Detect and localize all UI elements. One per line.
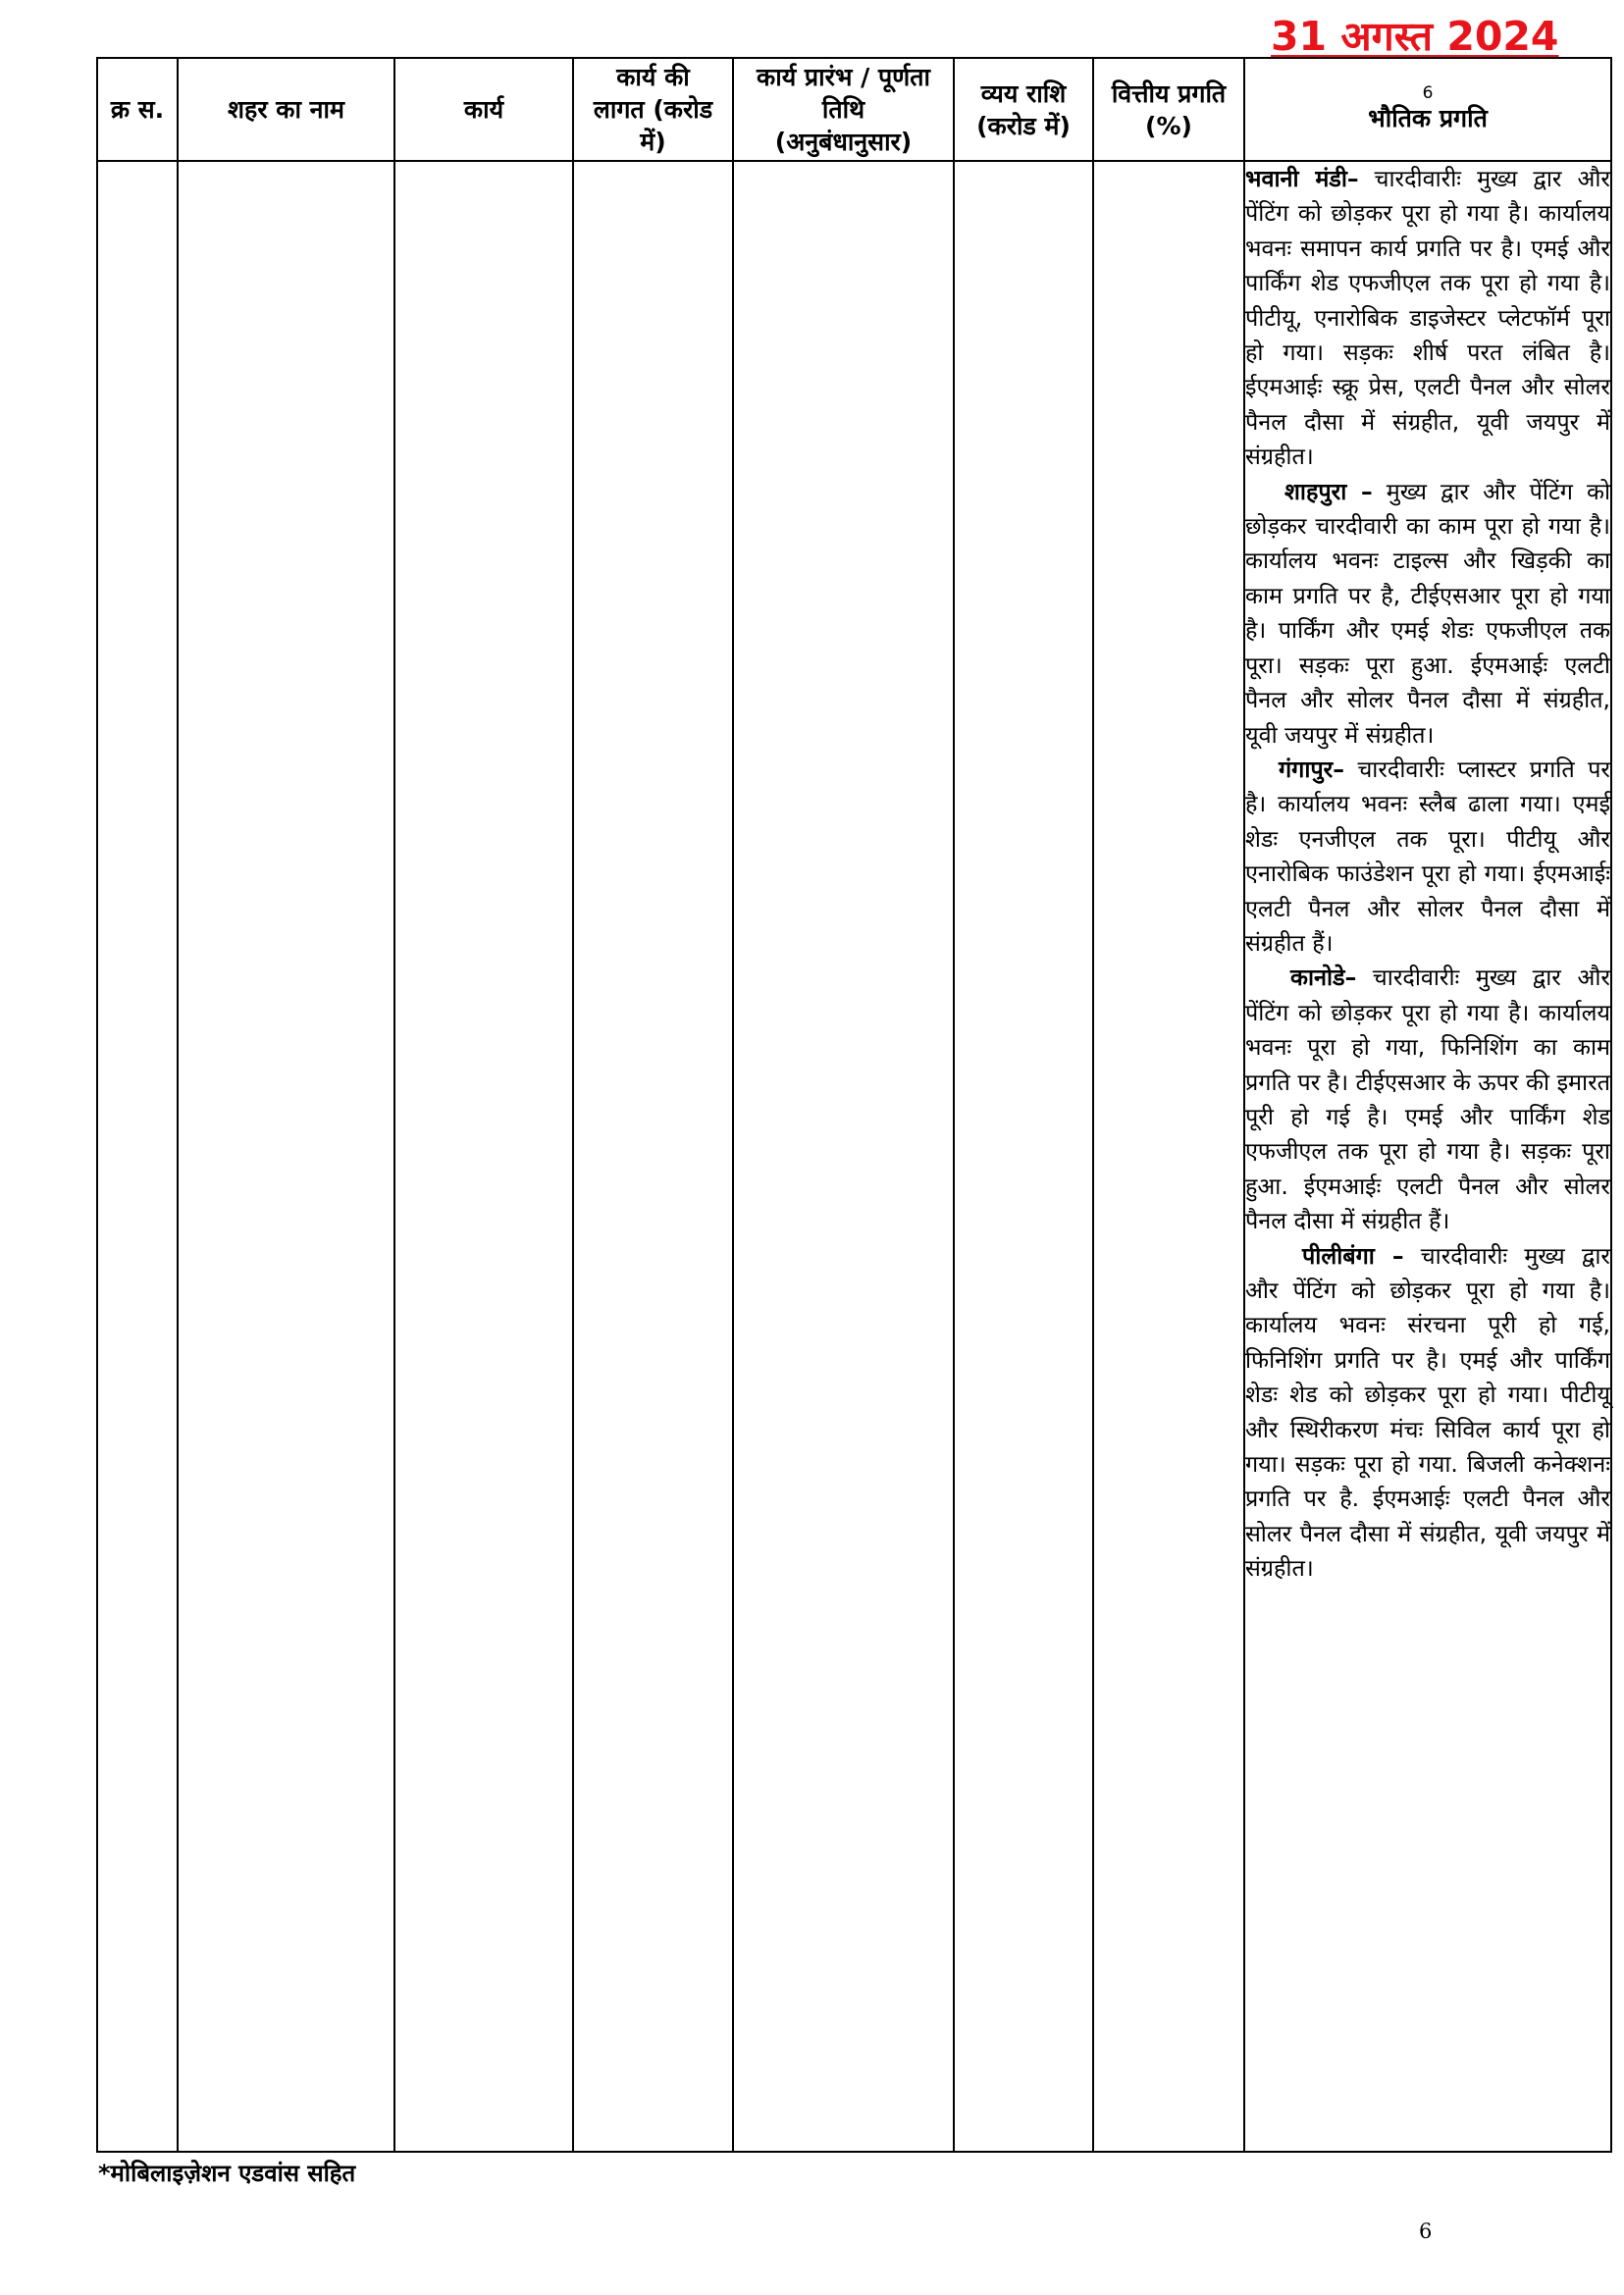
column-number-marker: 6 <box>1422 82 1434 103</box>
progress-text: मुख्य द्वार और पेंटिंग को छोड़कर चारदीवारी का काम पूरा हो गया है। कार्यालय भवनः टाइल्स और खिड़की का काम प्रगति पर है, टीईएसआर पूरा हो गया है। पार्किंग और एमई शेडः एफजीएल तक पूरा। सड़कः पूरा हुआ. ईएमआईः एलटी पैनल और सोलर पैनल दौसा में संग्रहीत, यूवी जयपुर में संग्रहीत। <box>1245 477 1610 749</box>
city-name: पीलीबंगा – <box>1302 1241 1404 1270</box>
column-header-expenditure: व्यय राशि (करोड में) <box>954 58 1093 161</box>
progress-entry-shahpura <box>1245 475 1610 753</box>
table-row <box>97 161 1611 2152</box>
footnote: *मोबिलाइज़ेशन एडवांस सहित <box>98 2160 356 2187</box>
progress-text: चारदीवारीः प्लास्टर प्रगति पर है। कार्यालय भवनः स्लैब ढाला गया। एमई शेडः एनजीएल तक पूरा। पीटीयू और एनारोबिक फाउंडेशन पूरा हो गया। ईएमआईः एलटी पैनल और सोलर पैनल दौसा में संग्रहीत हैं। <box>1245 755 1610 957</box>
cell-work <box>394 161 573 2152</box>
progress-text: चारदीवारीः मुख्य द्वार और पेंटिंग को छोड़कर पूरा हो गया है। कार्यालय भवनः पूरा हो गया, फिनिशिंग का काम प्रगति पर है। टीईएसआर के ऊपर की इमारत पूरी हो गई है। एमई और पार्किंग शेड एफजीएल तक पूरा हो गया है। सड़कः पूरा हुआ. ईएमआईः एलटी पैनल और सोलर पैनल दौसा में संग्रहीत हैं। <box>1245 964 1610 1235</box>
city-name: कानोडे– <box>1290 964 1357 992</box>
city-name: शाहपुरा – <box>1284 477 1373 505</box>
progress-entry-kanode <box>1245 961 1610 1238</box>
progress-entry-bhawani-mandi <box>1245 162 1610 475</box>
column-header-financial-progress: वित्तीय प्रगति (%) <box>1093 58 1244 161</box>
cell-serial <box>97 161 178 2152</box>
cell-city <box>178 161 394 2152</box>
progress-table <box>96 57 1612 2153</box>
city-name: गंगापुर– <box>1279 755 1344 783</box>
column-header-serial: क्र स. <box>97 58 178 161</box>
progress-entry-gangapur <box>1245 753 1610 961</box>
cell-expenditure <box>954 161 1093 2152</box>
cell-dates <box>733 161 954 2152</box>
column-header-city: शहर का नाम <box>178 58 394 161</box>
report-date: 31 अगस्त 2024 <box>1271 13 1559 60</box>
column-header-dates: कार्य प्रारंभ / पूर्णता तिथि (अनुबंधानुसार) <box>733 58 954 161</box>
cell-financial-progress <box>1093 161 1244 2152</box>
city-name: भवानी मंडी– <box>1245 165 1359 192</box>
page-number: 6 <box>1419 2219 1433 2243</box>
table-header-row <box>97 58 1611 161</box>
column-header-cost: कार्य की लागत (करोड में) <box>573 58 733 161</box>
progress-entry-pilibanga <box>1245 1239 1610 1587</box>
column-header-physical-progress-label: भौतिक प्रगति <box>1368 103 1488 132</box>
progress-text: चारदीवारीः मुख्य द्वार और पेंटिंग को छोड़कर पूरा हो गया है। कार्यालय भवनः संरचना पूरी हो गई, फिनिशिंग प्रगति पर है। एमई और पार्किंग शेडः शेड को छोड़कर पूरा हो गया। पीटीयू और स्थिरीकरण मंचः सिविल कार्य पूरा हो गया। सड़कः पूरा हो गया. बिजली कनेक्शनः प्रगति पर है. ईएमआईः एलटी पैनल और सोलर पैनल दौसा में संग्रहीत, यूवी जयपुर में संग्रहीत। <box>1245 1241 1610 1583</box>
progress-text: चारदीवारीः मुख्य द्वार और पेंटिंग को छोड़कर पूरा हो गया है। कार्यालय भवनः समापन कार्य प्रगति पर है। एमई और पार्किंग शेड एफजीएल तक पूरा हो गया है। पीटीयू, एनारोबिक डाइजेस्टर प्लेटफॉर्म पूरा हो गया। सड़कः शीर्ष परत लंबित है। ईएमआईः स्क्रू प्रेस, एलटी पैनल और सोलर पैनल दौसा में संग्रहीत, यूवी जयपुर में संग्रहीत। <box>1245 165 1610 471</box>
column-header-physical-progress <box>1244 58 1611 161</box>
cell-cost <box>573 161 733 2152</box>
cell-physical-progress <box>1244 161 1611 2152</box>
column-header-work: कार्य <box>394 58 573 161</box>
